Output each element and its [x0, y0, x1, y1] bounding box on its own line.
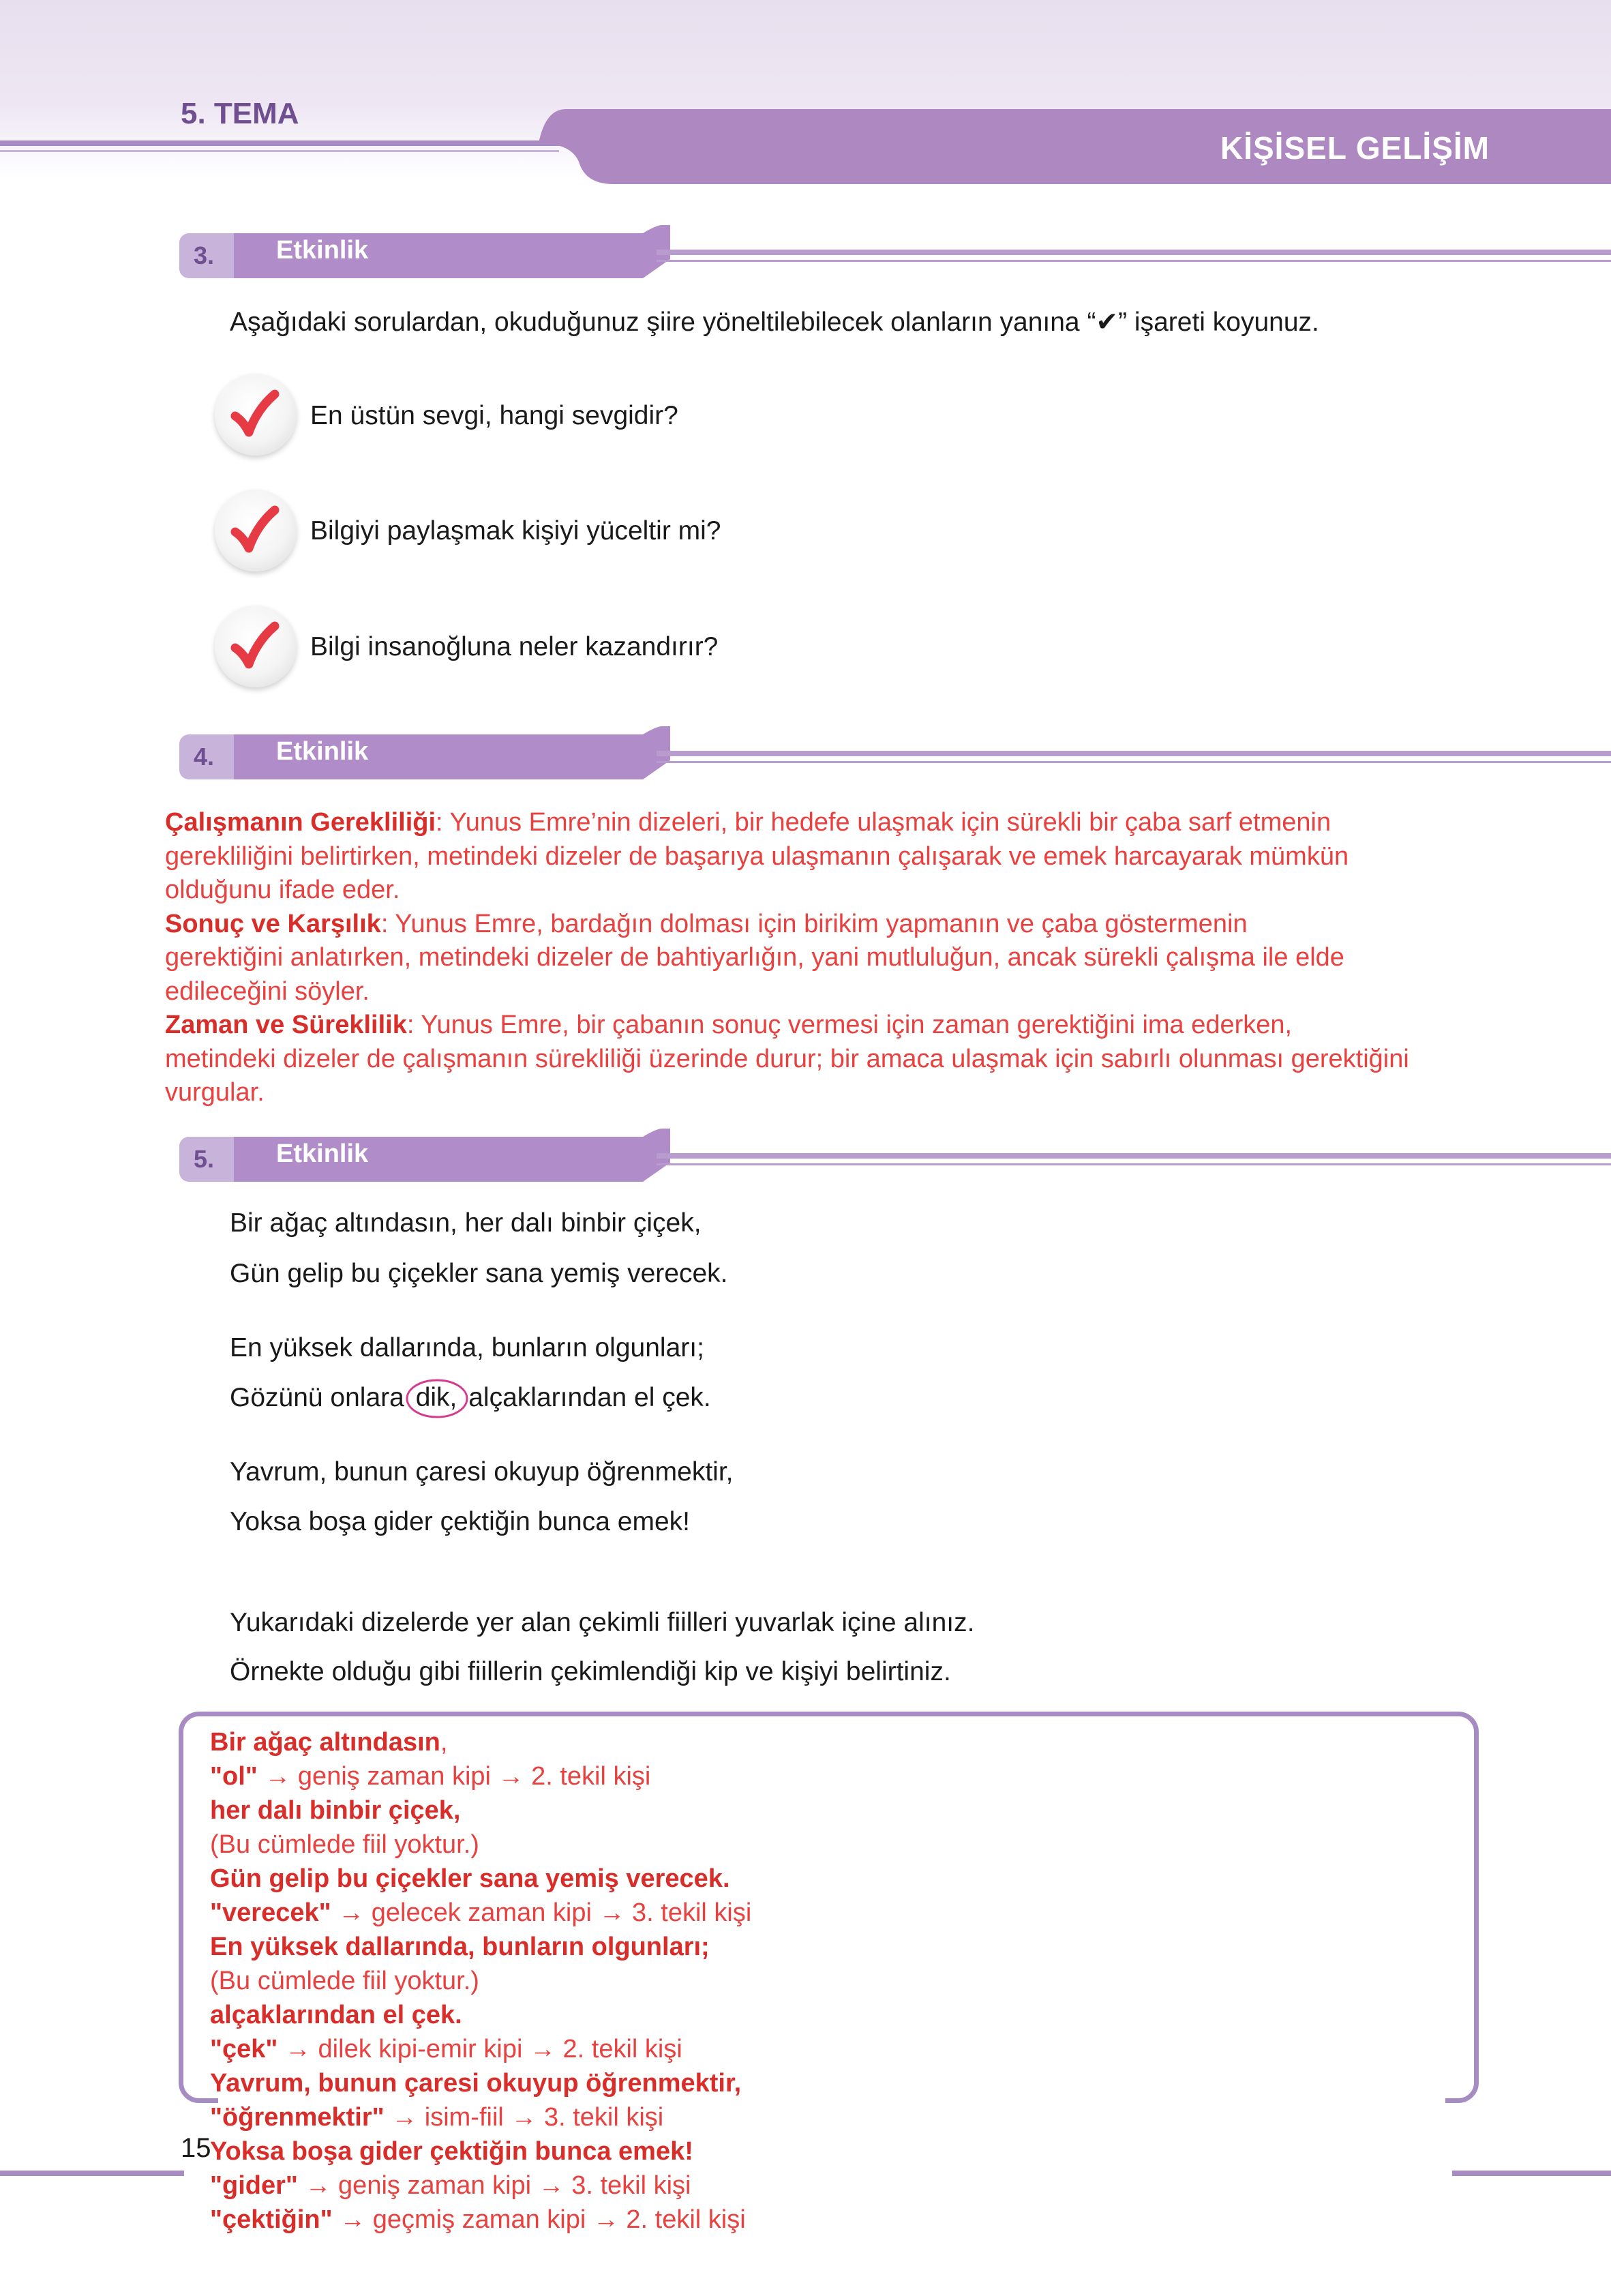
answer-line [210, 1998, 751, 2032]
check-icon [215, 374, 297, 456]
answer-text: metindeki dizeler de çalışmanın sürekliliği üzerinde durur; bir amaca ulaşmak için sabırlı olunması gerektiğini [165, 1044, 1409, 1073]
activity-label: Etkinlik [276, 737, 369, 766]
answer-heading: Sonuç ve Karşılık [165, 909, 381, 938]
answer-line [210, 1964, 751, 1998]
answer-heading: Zaman ve Süreklilik [165, 1011, 407, 1039]
answer-rest: → geniş zaman kipi → 2. tekil kişi [257, 1762, 651, 1791]
answer-text: : Yunus Emre, bir çabanın sonuç vermesi için zaman gerektiğini ima ederken, [406, 1011, 1293, 1039]
answer-bold: "çek" [210, 2035, 278, 2063]
footer-divider-left [0, 2171, 184, 2176]
answer-rest: → geçmiş zaman kipi → 2. tekil kişi [332, 2205, 746, 2234]
activity-number: 3. [193, 241, 215, 269]
answer-text: : Yunus Emre, bardağın dolması için birikim yapmanın ve çaba göstermenin [380, 909, 1248, 938]
activity-4-answer [165, 806, 1522, 1110]
answer-line [210, 2032, 751, 2066]
answer-paragraph-2 [165, 908, 1522, 942]
page-number: 15 [181, 2133, 211, 2163]
answer-bold: "çektiğin" [210, 2205, 333, 2234]
activity-3-header [179, 225, 1475, 280]
activity-label: Etkinlik [276, 1139, 369, 1168]
check-icon [215, 606, 297, 687]
activity-number: 5. [193, 1145, 215, 1173]
answer-rest: → geniş zaman kipi → 3. tekil kişi [297, 2171, 691, 2200]
answer-paragraph-1 [165, 806, 1522, 840]
circled-verb-text: dik, [415, 1383, 457, 1412]
answer-bold: Yavrum, bunun çaresi okuyup öğrenmektir, [210, 2069, 742, 2098]
answer-bold: Bir ağaç altındasın [210, 1728, 440, 1757]
activity-rule [657, 250, 1611, 255]
activity-rule [657, 1153, 1611, 1159]
activity-label: Etkinlik [276, 236, 369, 265]
answer-line [210, 2066, 751, 2100]
circled-verb[interactable] [412, 1383, 462, 1413]
footer-divider-right [1452, 2171, 1611, 2176]
answer-text: olduğunu ifade eder. [165, 876, 400, 904]
checkbox-2[interactable] [215, 490, 297, 571]
answer-rest: , [440, 1728, 448, 1757]
answer-line [210, 1930, 751, 1964]
poem-line-4 [230, 1383, 711, 1413]
poem-line-3: En yüksek dallarında, bunların olgunları; [230, 1333, 704, 1362]
poem-text: Gözünü onlara [230, 1383, 404, 1412]
answer-bold: "öğrenmektir" [210, 2103, 385, 2132]
activity-rule [657, 751, 1611, 756]
activity-number: 4. [193, 743, 215, 771]
answer-bold: her dalı binbir çiçek, [210, 1796, 461, 1825]
answer-bold: En yüksek dallarında, bunların olgunları; [210, 1933, 710, 1961]
answer-text: gerektiğini anlatırken, metindeki dizeler de bahtiyarlığın, yani mutluluğun, ancak sürekli çalışma ile elde [165, 943, 1344, 972]
answer-bold: "ol" [210, 1762, 258, 1791]
answer-rest: → dilek kipi-emir kipi → 2. tekil kişi [277, 2035, 682, 2063]
answer-line [210, 1862, 751, 1896]
answer-line [210, 2134, 751, 2168]
activity-rule-thin [657, 260, 1611, 262]
poem-line-6: Yoksa boşa gider çektiğin bunca emek! [230, 1507, 690, 1536]
activity-5-answers [210, 1725, 751, 2237]
answer-line [210, 1759, 751, 1793]
question-3: Bilgi insanoğluna neler kazandırır? [310, 632, 719, 661]
answer-line [210, 2203, 751, 2237]
activity-3-instruction: Aşağıdaki sorulardan, okuduğunuz şiire yöneltilebilecek olanların yanına “✔” işareti koyunuz. [230, 308, 1319, 337]
poem-line-2: Gün gelip bu çiçekler sana yemiş verecek. [230, 1259, 728, 1288]
answer-text: gerekliliğini belirtirken, metindeki dizeler de başarıya ulaşmanın çalışarak ve emek harcayarak mümkün [165, 841, 1349, 871]
answer-line [210, 1725, 751, 1759]
checkbox-3[interactable] [215, 606, 297, 687]
answer-line [210, 1896, 751, 1930]
answer-bold: "gider" [210, 2171, 298, 2200]
poem-line-1: Bir ağaç altındasın, her dalı binbir çiçek, [230, 1208, 702, 1238]
header-divider [0, 140, 566, 146]
answer-line [210, 1793, 751, 1828]
answer-text: edileceğini söyler. [165, 976, 370, 1006]
answer-line [210, 1828, 751, 1862]
circle-mark-icon [405, 1377, 470, 1420]
activity-rule-thin [657, 1163, 1611, 1165]
answer-bold: alçaklarından el çek. [210, 2001, 462, 2029]
unit-title: 5. TEMA [181, 97, 299, 130]
answer-rest: → gelecek zaman kipi → 3. tekil kişi [331, 1898, 752, 1927]
header-divider-thin [0, 150, 559, 152]
answer-paragraph-3 [165, 1009, 1522, 1043]
activity-rule-thin [657, 761, 1611, 763]
poem-text: alçaklarından el çek. [468, 1383, 711, 1412]
answer-rest: (Bu cümlede fiil yoktur.) [210, 1830, 479, 1859]
check-icon [215, 490, 297, 571]
activity-5-instruction-1: Yukarıdaki dizelerde yer alan çekimli fiilleri yuvarlak içine alınız. [230, 1608, 975, 1637]
answer-bold: "verecek" [210, 1898, 331, 1927]
activity-4-header [179, 726, 1475, 781]
theme-title: KİŞİSEL GELİŞİM [1220, 130, 1490, 166]
activity-5-header [179, 1129, 1475, 1183]
question-2: Bilgiyi paylaşmak kişiyi yüceltir mi? [310, 516, 721, 546]
question-1: En üstün sevgi, hangi sevgidir? [310, 401, 678, 430]
answer-heading: Çalışmanın Gerekliliği [165, 808, 436, 837]
activity-5-instruction-2: Örnekte olduğu gibi fiillerin çekimlendiği kip ve kişiyi belirtiniz. [230, 1657, 951, 1686]
answer-rest: → isim-fiil → 3. tekil kişi [384, 2103, 664, 2132]
answer-line [210, 2168, 751, 2203]
poem-line-5: Yavrum, bunun çaresi okuyup öğrenmektir, [230, 1457, 734, 1487]
answer-text: vurgular. [165, 1078, 265, 1107]
answer-bold: Yoksa boşa gider çektiğin bunca emek! [210, 2137, 693, 2166]
answer-rest: (Bu cümlede fiil yoktur.) [210, 1967, 479, 1995]
answer-text: : Yunus Emre’nin dizeleri, bir hedefe ulaşmak için sürekli bir çaba sarf etmenin [436, 808, 1331, 837]
answer-line [210, 2100, 751, 2134]
checkbox-1[interactable] [215, 374, 297, 456]
answer-bold: Gün gelip bu çiçekler sana yemiş verecek. [210, 1864, 730, 1893]
